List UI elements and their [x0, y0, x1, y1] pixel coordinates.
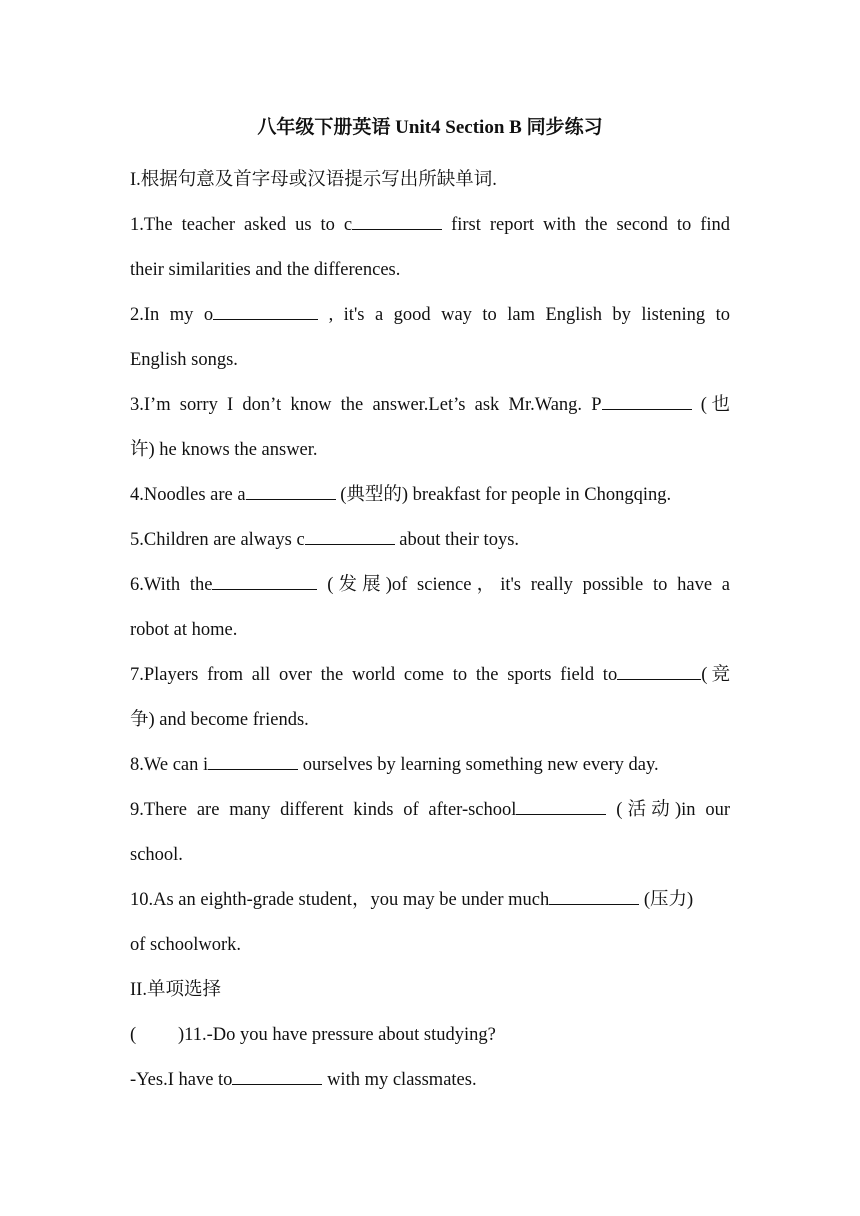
question-9-cont: school.	[130, 845, 183, 865]
question-7-cont: 争) and become friends.	[130, 710, 309, 730]
question-4: 4.Noodles are a (典型的) breakfast for people in Chongqing.	[130, 485, 672, 505]
question-3-cont: 许) he knows the answer.	[130, 440, 318, 460]
question-2: 2.In my o , it's a good way to lam English by listening to	[130, 305, 730, 325]
question-2-cont: English songs.	[130, 350, 238, 370]
answer-blank[interactable]	[549, 888, 639, 905]
answer-blank[interactable]	[352, 213, 442, 230]
answer-blank[interactable]	[208, 753, 298, 770]
question-6: 6.With the (发展)of science，it's really possible to have a	[130, 575, 730, 595]
answer-blank[interactable]	[232, 1068, 322, 1085]
answer-blank[interactable]	[617, 663, 701, 680]
answer-blank[interactable]	[602, 393, 692, 410]
page-title: 八年级下册英语 Unit4 Section B 同步练习	[257, 117, 603, 138]
section2-heading: II.单项选择	[130, 980, 221, 1000]
question-11: ( )11.-Do you have pressure about studying?	[130, 1013, 730, 1058]
answer-paren[interactable]: (	[130, 1025, 137, 1045]
question-7: 7.Players from all over the world come to the sports field to (竞	[130, 665, 730, 685]
question-3: 3.I’m sorry I don’t know the answer.Let’s ask Mr.Wang. P (也	[130, 395, 730, 415]
question-9: 9.There are many different kinds of after-school (活动)in our	[130, 800, 730, 820]
question-8: 8.We can i ourselves by learning something new every day.	[130, 755, 659, 775]
answer-blank[interactable]	[246, 483, 336, 500]
question-6-cont: robot at home.	[130, 620, 238, 640]
question-1-cont: their similarities and the differences.	[130, 260, 401, 280]
worksheet-body	[130, 158, 730, 1103]
answer-blank[interactable]	[516, 798, 606, 815]
section1-heading: I.根据句意及首字母或汉语提示写出所缺单词.	[130, 170, 497, 190]
question-11-cont: -Yes.I have to with my classmates.	[130, 1070, 477, 1090]
question-1: 1.The teacher asked us to c first report with the second to find	[130, 215, 730, 235]
question-10-cont: of schoolwork.	[130, 935, 241, 955]
answer-blank[interactable]	[213, 303, 318, 320]
answer-blank[interactable]	[212, 573, 317, 590]
question-10: 10.As an eighth-grade student，you may be under much (压力)	[130, 890, 694, 910]
question-5: 5.Children are always c about their toys.	[130, 530, 520, 550]
answer-blank[interactable]	[305, 528, 395, 545]
